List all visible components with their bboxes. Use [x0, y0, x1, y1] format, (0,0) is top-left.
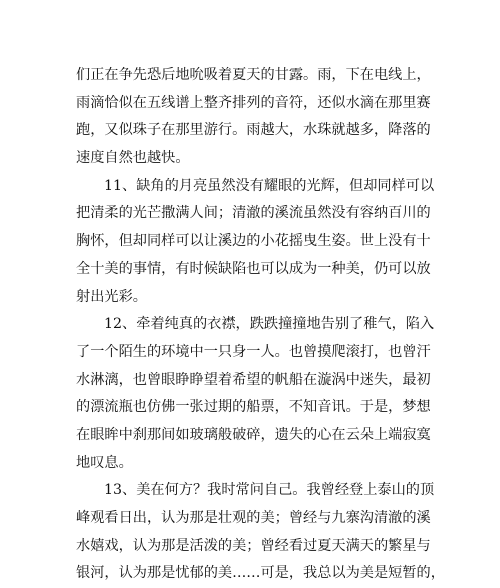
text-line: 地叹息。 — [76, 454, 133, 471]
text-line: 峰观看日出，认为那是壮观的美；曾经与九寨沟清澈的溪 — [76, 510, 431, 526]
text-line: 跑，又似珠子在那里游行。雨越大，水珠就越多，降落的 — [76, 122, 431, 139]
text-line: 了一个陌生的环境中一只身一人。也曾摸爬滚打，也曾汗 — [76, 343, 431, 360]
text-line: 射出光彩。 — [76, 288, 147, 305]
text-line: 在眼眸中刹那间如玻璃般破碎，遗失的心在云朵上端寂寞 — [76, 426, 431, 443]
text-line: 们正在争先恐后地吮吸着夏天的甘露。雨，下在电线上， — [76, 67, 431, 83]
text-line: 全十美的事情，有时候缺陷也可以成为一种美，仍可以放 — [76, 260, 431, 277]
text-line: 11、缺角的月亮虽然没有耀眼的光辉，但却同样可以 — [104, 177, 435, 194]
document-body — [76, 62, 445, 588]
text-line: 13、美在何方？我时常问自己。我曾经登上泰山的顶 — [104, 482, 435, 499]
text-line: 水嬉戏，认为那是活泼的美；曾经看过夏天满天的繁星与 — [76, 537, 431, 554]
text-line: 速度自然也越快。 — [76, 150, 190, 167]
text-line: 胸怀，但却同样可以让溪边的小花摇曳生姿。世上没有十 — [76, 233, 431, 250]
text-line: 的漂流瓶也仿佛一张过期的船票，不知音讯。于是，梦想 — [76, 399, 431, 416]
text-line: 12、牵着纯真的衣襟，跌跌撞撞地告别了稚气，陷入 — [104, 316, 435, 333]
text-line: 把清柔的光芒撒满人间；清澈的溪流虽然没有容纳百川的 — [76, 205, 431, 222]
paragraph-12 — [76, 311, 435, 477]
paragraph-11 — [76, 173, 435, 311]
paragraph — [76, 62, 431, 173]
text-line: 银河，认为那是忧郁的美……可是，我总以为美是短暂的， — [76, 565, 445, 582]
text-line: 水淋漓，也曾眼睁睁望着希望的帆船在漩涡中迷失，最初 — [76, 371, 431, 388]
paragraph-13 — [76, 477, 445, 588]
text-line: 雨滴恰似在五线谱上整齐排列的音符，还似水滴在那里赛 — [76, 94, 431, 111]
